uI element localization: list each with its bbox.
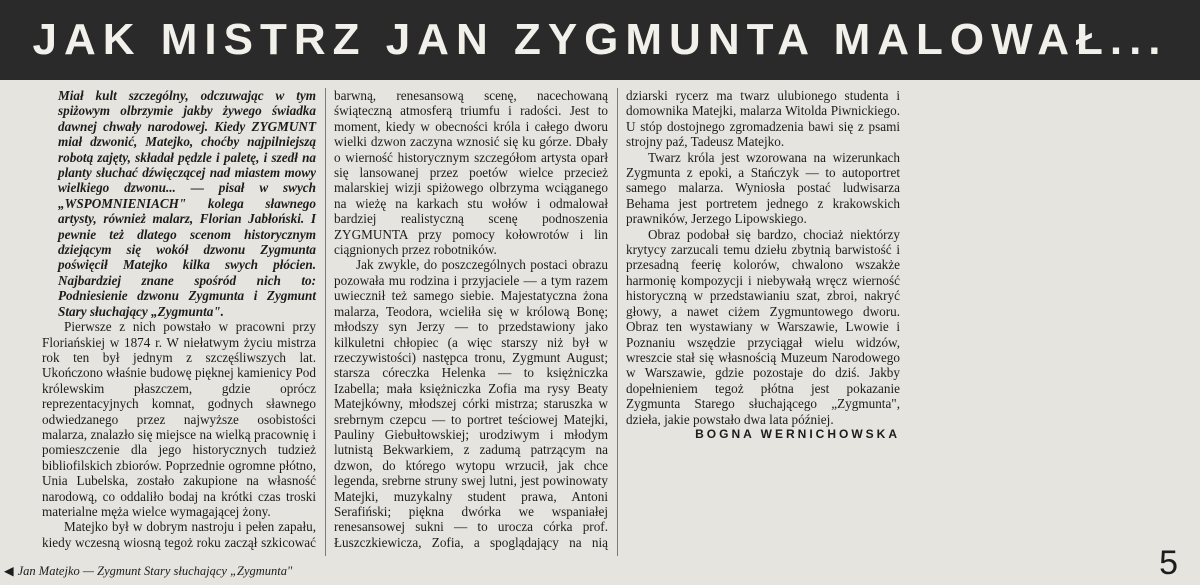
caption-text: Jan Matejko — Zygmunt Stary słuchający „Zygmunta"	[17, 564, 293, 578]
article-paragraph: Pierwsze z nich powstało w pracowni przy Floriańskiej w 1874 r. W niełatwym życiu mistrza rok ten był jednym z szczęśliwszych lat. Ukończono właśnie budowę pięknej kamienicy Pod królewskim płaszczem, gdzie oprócz reprezentacyjnych komnat, godnych sławnego odwiedzanego przez najwyższe osobistości malarza, znalazło się miejsce na wielką pracownię i pomieszczenie dla jego historycznych tudzież bibliofilskich zbiorów. Poprzednie ogromne płótno, Unia Lubelska, zostało zakupione na własność narodową, co oddaliło bodaj na krótki czas troski materialne męża wielce wymagającej żony.	[42, 319, 316, 519]
article-paragraph: Matejko był w dobrym nastroju i pełen zapału, kiedy wczesną wiosną tegoż roku zaczął szkicować barwną, renesansową scenę, nacechowaną świąteczną atmosferą triumfu i radości. Jest to moment, kiedy w obecności króla i całego dworu wielki dzwon zaczyna wznosić się ku górze. Dbały o wierność historycznym szczegółom artysta oparł się lansowanej przez poetów wielce przecież malarskiej wizji spiżowego olbrzyma wciąganego na wieżę na karkach stu wołów i odmalował bardziej realistyczną scenę podnoszenia ZYGMUNTA przy pomocy kołowrotów i lin ciągnionych przez robotników.	[42, 88, 608, 550]
image-caption	[4, 563, 292, 579]
article-paragraph: Twarz króla jest wzorowana na wizerunkach Zygmunta z epoki, a Stańczyk — to autoportret samego malarza. Wyniosła postać ludwisarza Behama jest portretem jednego z krakowskich prawników, Jerzego Lipowskiego.	[626, 149, 900, 227]
article-title: JAK MISTRZ JAN ZYGMUNTA MALOWAŁ...	[32, 15, 1168, 64]
article-intro: Miał kult szczególny, odczuwając w tym spiżowym olbrzymie jakby żywego świadka dawnej chwały narodowej. Kiedy ZYGMUNT miał dzwonić, Matejko, choćby najpilniejszą robotą zajęty, składał pędzle i paletę, i szedł na planty słuchać dźwięczącej nad miastem mowy wielkiego dzwonu... — pisał w swych „WSPOMNIENIACH" kolega sławnego artysty, również malarz, Florian Jabłoński. I pewnie też dlatego scenom historycznym dziejącym się wokół dzwonu Zygmunta poświęcił Matejko kilka swych płócien. Najbardziej znane spośród nich to: Podniesienie dzwonu Zygmunta i Zygmunt Stary słuchający „Zygmunta".	[58, 88, 316, 319]
article-body	[42, 88, 1192, 556]
page-number: 5	[1159, 544, 1178, 582]
title-banner	[0, 0, 1200, 80]
article-paragraph: Obraz podobał się bardzo, chociaż niektórzy krytycy zarzucali temu dziełu zbytnią barwistość i przesadną feerię kolorów, chwalono wszakże harmonię kompozycji i niebywałą wręcz wierność historyczną w przedstawianiu szat, zbroi, nakryć głowy, a nawet ciżem Zygmuntowego dworu. Obraz ten wystawiany w Warszawie, Lwowie i Poznaniu wszędzie przyciągał wielu widzów, wreszcie stał się własnością Muzeum Narodowego w Warszawie, gdzie pozostaje do dziś. Jakby dopełnieniem tegoż płótna jest pokazanie Zygmunta Starego słuchającego „Zygmunta", dzieła, jakie powstało dwa lata później.	[626, 226, 900, 427]
author-signature: BOGNA WERNICHOWSKA	[695, 426, 900, 441]
left-triangle-icon: ◀	[4, 564, 14, 578]
article-paragraph: Jak zwykle, do poszczególnych postaci obrazu pozowała mu rodzina i przyjaciele — a tym razem uwiecznił też samego siebie. Majestatyczna żona malarza, Teodora, wcieliła się w królową Bonę; młodszy syn Jerzy — to przedstawiony jako kilkuletni chłopiec (a więc starszy niż był w rzeczywistości) następca tronu, Zygmunt August; starsza córeczka Helenka — to księżniczka Izabella; mała księżniczka Zofia ma rysy Beaty Matejkówny, młodszej córki mistrza; staruszka w srebrnym czepcu — to portret teściowej Matejki, Pauliny Giebułtowskiej; urodziwym i młodym lutnistą Bekwarkiem, z zadumą patrzącym na dzwon, do którego wytopu wrzucił, jak chce legenda, srebrne struny swej lutni, jest powinowaty Matejki, muzykalny student prawa, Antoni Serafiński; piękna dwórka we wspaniałej renesansowej sukni — to urocza córka prof. Łuszczkiewicza, Zofia, a spoglądający na nią dziarski rycerz ma twarz ulubionego studenta i domownika Matejki, malarza Witolda Piwnickiego. U stóp dostojnego zgromadzenia bawi się z psami strojny paź, Tadeusz Matejko.	[334, 88, 900, 550]
